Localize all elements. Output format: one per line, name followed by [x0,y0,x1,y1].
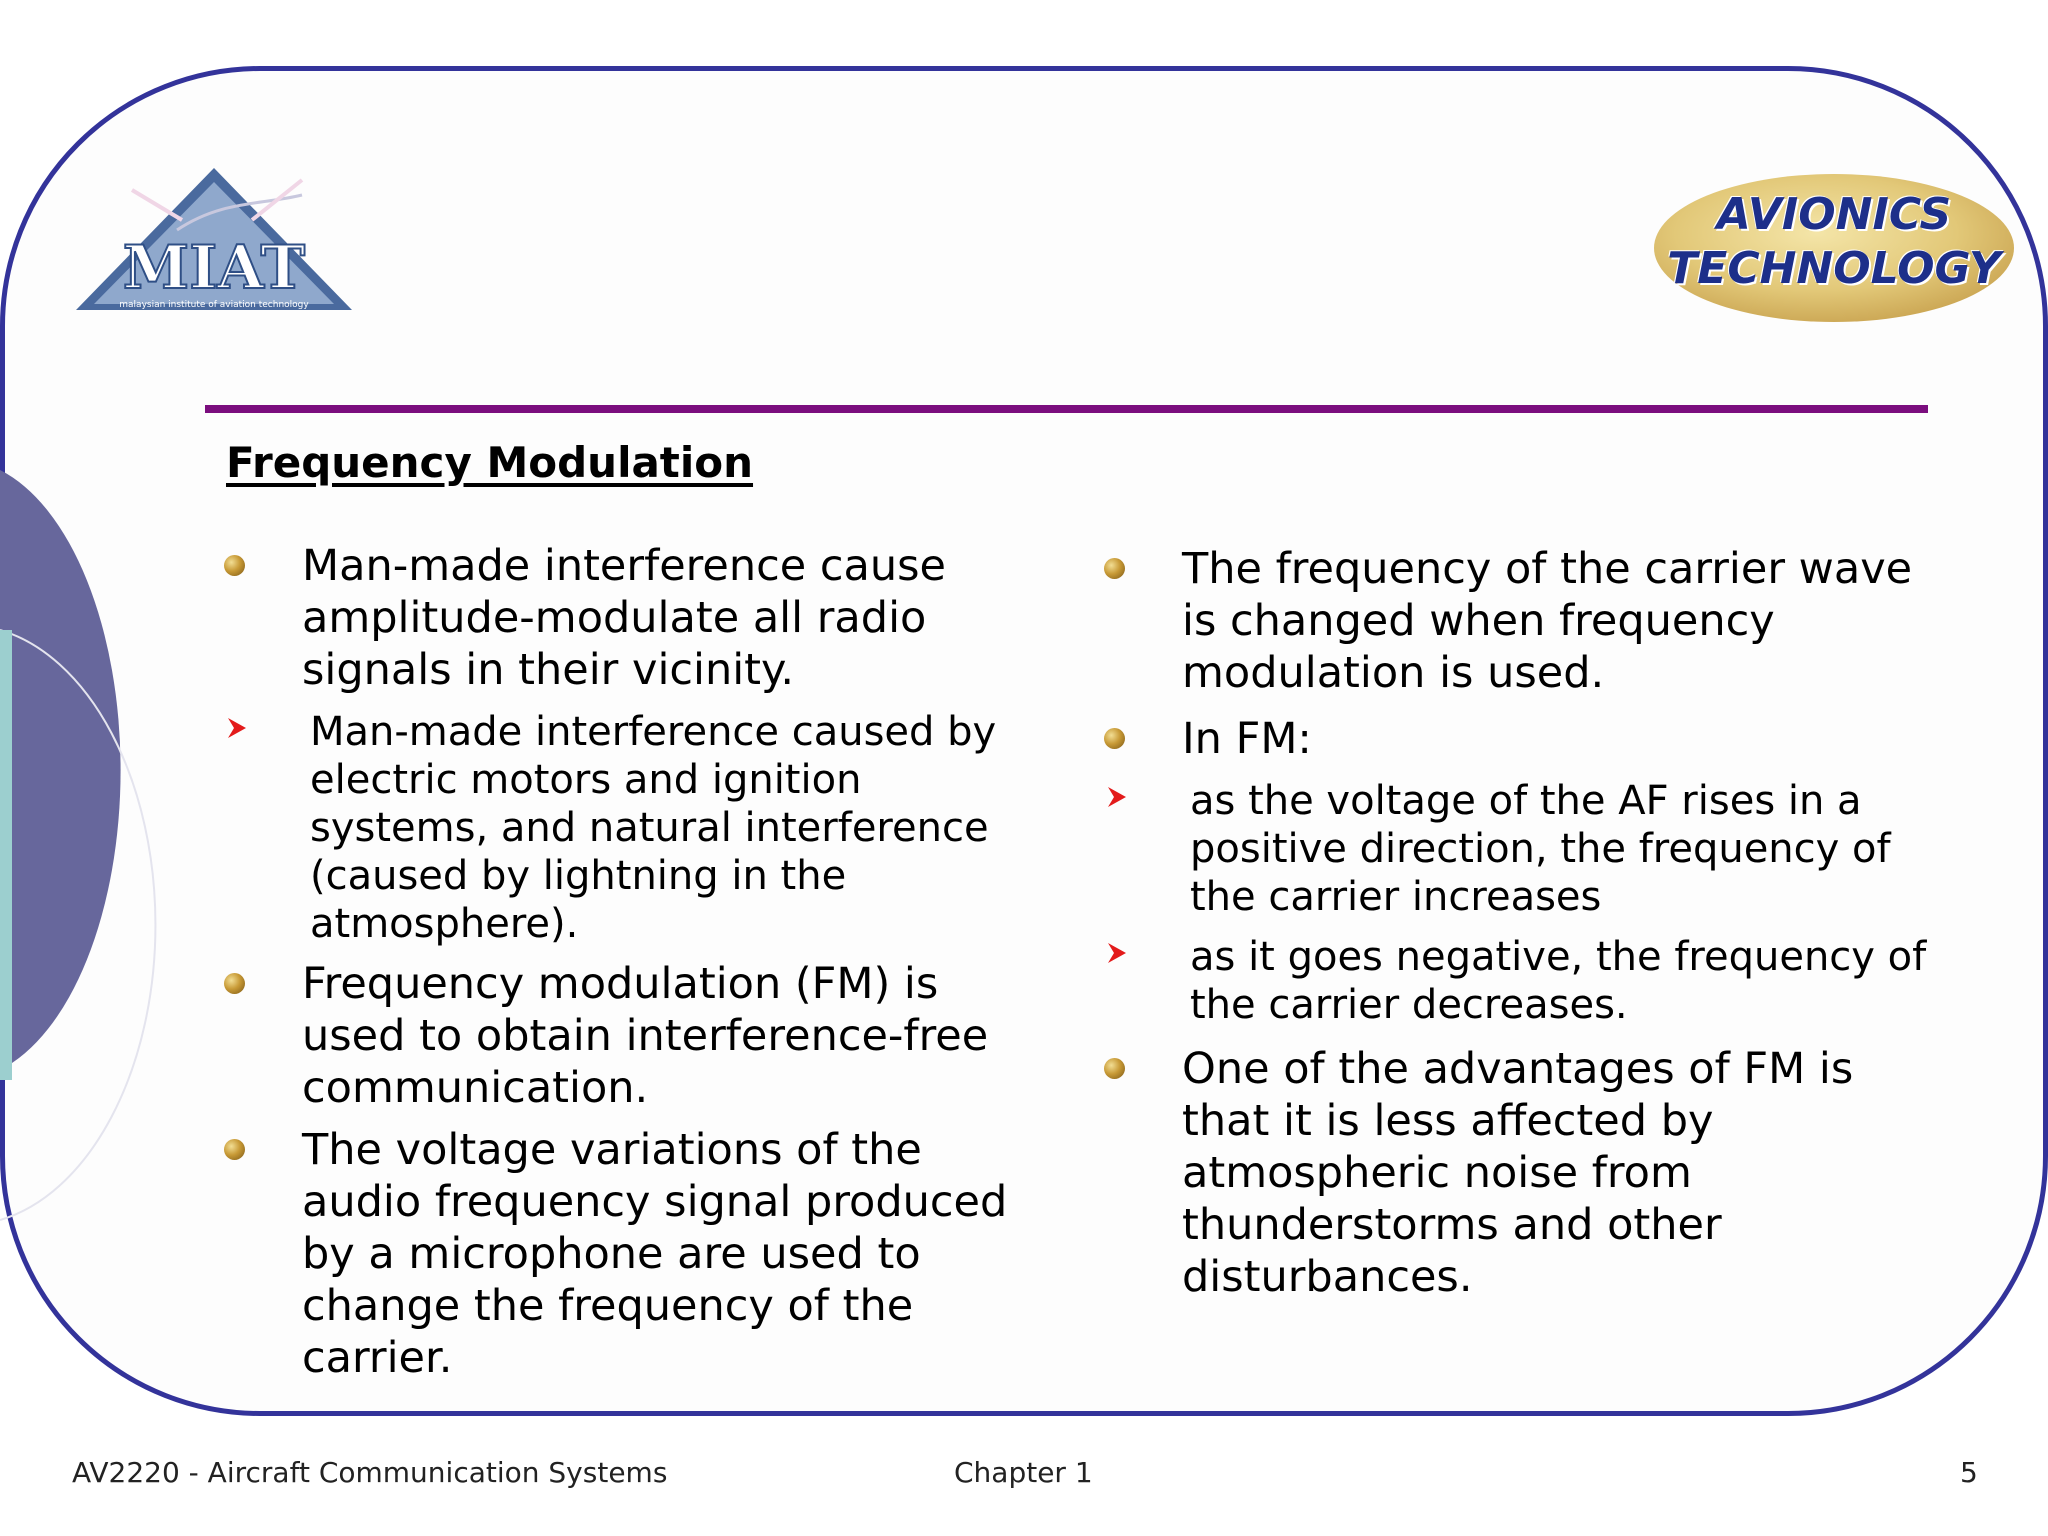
sub-bullet-item [1100,777,1930,921]
bullet-text: Frequency modulation (FM) is used to obtain interference-free communication. [302,959,989,1113]
bullet-item [220,1124,1050,1384]
badge-line-2: TECHNOLOGY [1667,243,2001,294]
arrow-bullet-icon [226,716,248,740]
bullet-text: The voltage variations of the audio frequency signal produced by a microphone are used to change the frequency of the carrier. [302,1125,1008,1383]
bullet-icon [1104,1058,1125,1079]
sub-bullet-text: as the voltage of the AF rises in a positive direction, the frequency of the carrier increases [1190,778,1891,920]
bullet-item [220,958,1050,1114]
bullet-item [1100,713,1930,1029]
svg-text:malaysian institute of aviatio: malaysian institute of aviation technology [119,300,309,310]
footer-course: AV2220 - Aircraft Communication Systems [72,1456,668,1489]
svg-text:MIAT: MIAT [122,233,306,303]
right-column [1100,543,1930,1303]
arrow-bullet-icon [1106,785,1128,809]
bullet-item [1100,1043,1930,1303]
sub-bullet-item [220,708,1050,948]
bullet-text: In FM: [1182,714,1312,764]
bullet-text: One of the advantages of FM is that it is less affected by atmospheric noise from thunderstorms and other disturbances. [1182,1044,1854,1302]
sub-bullet-item [1100,933,1930,1029]
title-rule [205,405,1928,413]
bullet-icon [224,555,245,576]
badge-line-1: AVIONICS [1716,189,1952,240]
bullet-item [220,540,1050,948]
bullet-icon [1104,558,1125,579]
sub-bullet-text: Man-made interference caused by electric motors and ignition systems, and natural interference (caused by lightning in the atmosphere). [310,709,997,947]
bullet-icon [224,1139,245,1160]
bullet-icon [1104,728,1125,749]
sub-bullet-text: as it goes negative, the frequency of the carrier decreases. [1190,934,1927,1028]
bullet-text: Man-made interference cause amplitude-modulate all radio signals in their vicinity. [302,541,946,695]
left-decoration [0,470,190,1230]
bullet-text: The frequency of the carrier wave is changed when frequency modulation is used. [1182,544,1913,698]
bullet-icon [224,973,245,994]
bullet-item [1100,543,1930,699]
left-column [220,540,1050,1384]
avionics-badge [1652,188,2016,296]
arrow-bullet-icon [1106,941,1128,965]
miat-logo [72,160,357,320]
footer-page-number: 5 [1960,1456,1978,1489]
footer-chapter: Chapter 1 [954,1456,1093,1489]
slide-title: Frequency Modulation [226,438,754,487]
